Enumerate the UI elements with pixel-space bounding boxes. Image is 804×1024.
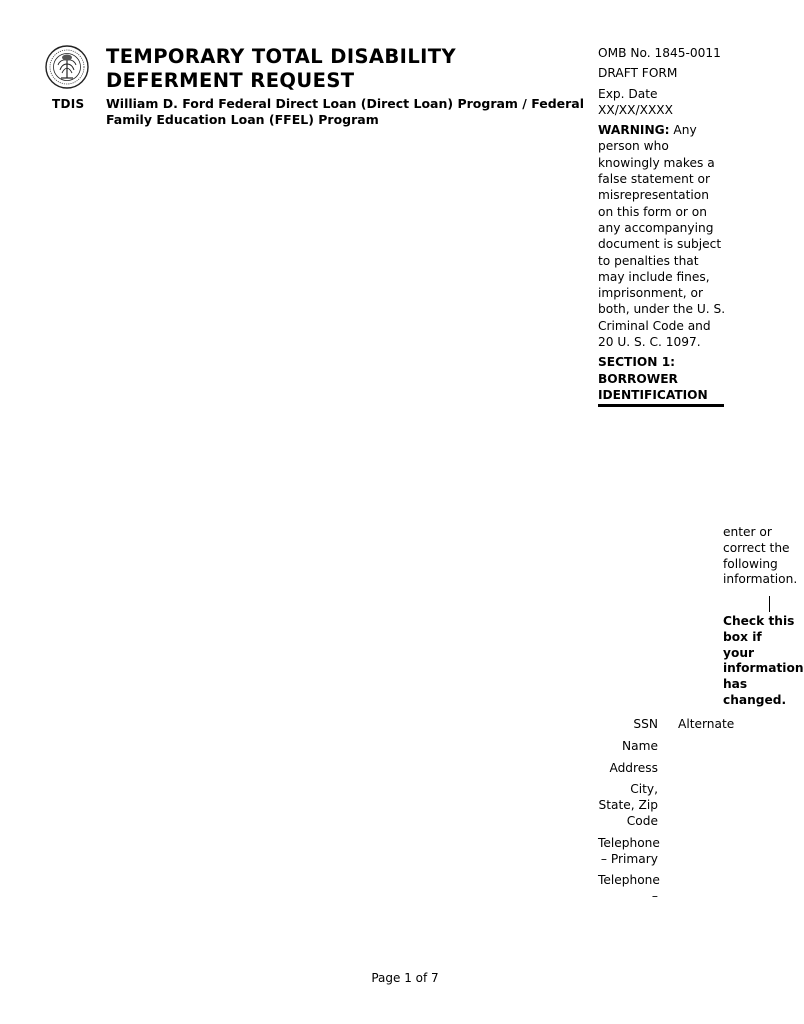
omb-number: OMB No. 1845-0011 [598, 46, 721, 60]
sidebar-column [598, 45, 726, 407]
checkbox-instruction-line: Check this [723, 614, 795, 628]
checkbox-instruction-line: has [723, 677, 748, 692]
form-title: TEMPORARY TOTAL DISABILITY DEFERMENT REQUEST [106, 45, 457, 92]
field-label-city-state-zip: City, State, Zip Code [598, 782, 658, 828]
warning-notice [598, 122, 726, 350]
page-number-text: Page 1 of 7 [371, 971, 439, 985]
warning-text: Any person who knowingly makes a false statement or misrepresentation on this form or on any accompanying document is subject to penalties that may include fines, imprisonment, or both, under the U. S. Criminal Code and 20 U. S. C. 1097. [598, 123, 726, 350]
department-seal-icon [45, 45, 89, 89]
checkbox-instruction-line: your [723, 645, 755, 660]
instructions-text [723, 525, 798, 588]
checkbox-instruction-line: box if [723, 629, 762, 644]
form-subtitle: William D. Ford Federal Direct Loan (Direct Loan) Program / Federal Family Education Loan (FFEL) Program [106, 96, 585, 127]
checkbox-instruction-line: changed. [723, 692, 787, 707]
checkbox-instruction [723, 614, 804, 709]
table-border-fragment [769, 596, 770, 612]
form-code: TDIS [52, 97, 85, 111]
page-number [0, 971, 770, 985]
draft-label: DRAFT FORM [598, 66, 678, 81]
field-label-telephone-alternate: Telephone – [598, 873, 660, 904]
checkbox-instruction-line: information [723, 661, 804, 676]
field-label-telephone-primary: Telephone – Primary [598, 835, 660, 866]
instructions-line: information. [723, 572, 798, 587]
warning-label: WARNING: [598, 123, 670, 138]
instructions-line: correct the [723, 540, 790, 555]
field-label-name: Name [622, 738, 658, 753]
instructions-line: following [723, 556, 778, 571]
section-heading: SECTION 1: BORROWER IDENTIFICATION [598, 354, 724, 407]
expiration-date: Exp. Date XX/XX/XXXX [598, 86, 674, 117]
instructions-line: enter or [723, 525, 772, 539]
field-label-ssn: SSN [633, 717, 658, 731]
field-labels [598, 717, 658, 911]
field-label-address: Address [609, 760, 658, 775]
alternate-label: Alternate [678, 717, 735, 731]
